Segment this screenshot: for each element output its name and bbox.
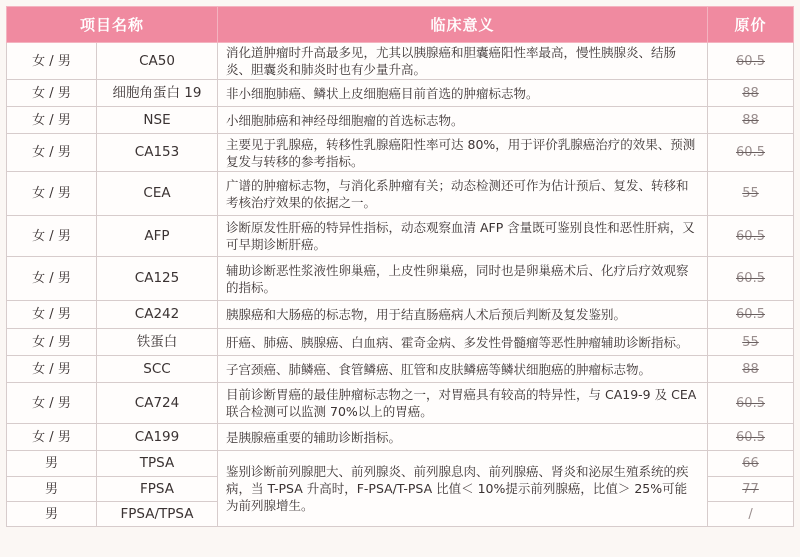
price-cell: 60.5 xyxy=(708,301,794,329)
table-row xyxy=(7,383,794,424)
item-name-cell: 铁蛋白 xyxy=(97,329,218,356)
table-row xyxy=(7,329,794,356)
clinical-meaning-cell: 是胰腺癌重要的辅助诊断指标。 xyxy=(218,424,708,451)
price-cell: 66 xyxy=(708,451,794,477)
item-name-cell: CEA xyxy=(97,172,218,216)
gender-cell: 男 xyxy=(7,502,97,527)
item-name-cell: AFP xyxy=(97,216,218,257)
table-row xyxy=(7,80,794,107)
price-cell: 60.5 xyxy=(708,257,794,301)
clinical-meaning-cell: 子宫颈癌、肺鳞癌、食管鳞癌、肛管和皮肤鳞癌等鳞状细胞癌的肿瘤标志物。 xyxy=(218,356,708,383)
gender-cell: 女 / 男 xyxy=(7,107,97,134)
item-name-cell: CA724 xyxy=(97,383,218,424)
gender-cell: 女 / 男 xyxy=(7,134,97,172)
clinical-meaning-cell: 肝癌、肺癌、胰腺癌、白血病、霍奇金病、多发性骨髓瘤等恶性肿瘤辅助诊断指标。 xyxy=(218,329,708,356)
table-row xyxy=(7,134,794,172)
clinical-meaning-cell-psa: 鉴别诊断前列腺肥大、前列腺炎、前列腺息肉、前列腺癌、肾炎和泌尿生殖系统的疾病，当 T-PSA 升高时，F-PSA/T-PSA 比值＜ 10%提示前列腺癌，比值＞ 25%可能为前列腺增生。 xyxy=(218,451,708,527)
price-cell: 77 xyxy=(708,477,794,502)
price-cell: 88 xyxy=(708,80,794,107)
gender-cell: 女 / 男 xyxy=(7,43,97,80)
item-name-cell: CA199 xyxy=(97,424,218,451)
clinical-meaning-cell: 诊断原发性肝癌的特异性指标，动态观察血清 AFP 含量既可鉴别良性和恶性肝病，又可早期诊断肝癌。 xyxy=(218,216,708,257)
gender-cell: 女 / 男 xyxy=(7,216,97,257)
table-row xyxy=(7,107,794,134)
item-name-cell: TPSA xyxy=(97,451,218,477)
price-cell: 60.5 xyxy=(708,424,794,451)
gender-cell: 女 / 男 xyxy=(7,424,97,451)
item-name-cell: SCC xyxy=(97,356,218,383)
item-name-cell: CA242 xyxy=(97,301,218,329)
price-cell: 60.5 xyxy=(708,216,794,257)
item-name-cell: CA50 xyxy=(97,43,218,80)
clinical-meaning-cell: 非小细胞肺癌、鳞状上皮细胞癌目前首选的肿瘤标志物。 xyxy=(218,80,708,107)
gender-cell: 女 / 男 xyxy=(7,383,97,424)
price-cell: 55 xyxy=(708,172,794,216)
table-row xyxy=(7,216,794,257)
clinical-meaning-cell: 辅助诊断恶性浆液性卵巢癌，上皮性卵巢癌，同时也是卵巢癌术后、化疗后疗效观察的指标。 xyxy=(218,257,708,301)
item-name-cell: CA125 xyxy=(97,257,218,301)
price-cell: 55 xyxy=(708,329,794,356)
gender-cell: 女 / 男 xyxy=(7,80,97,107)
header-item-name: 项目名称 xyxy=(7,7,218,43)
price-cell: 60.5 xyxy=(708,383,794,424)
gender-cell: 女 / 男 xyxy=(7,301,97,329)
clinical-meaning-cell: 目前诊断胃癌的最佳肿瘤标志物之一，对胃癌具有较高的特异性，与 CA19-9 及 CEA 联合检测可以监测 70%以上的胃癌。 xyxy=(218,383,708,424)
table-row xyxy=(7,301,794,329)
clinical-meaning-cell: 胰腺癌和大肠癌的标志物，用于结直肠癌病人术后预后判断及复发鉴别。 xyxy=(218,301,708,329)
table-row xyxy=(7,424,794,451)
table-row xyxy=(7,257,794,301)
price-cell: 88 xyxy=(708,356,794,383)
price-cell: 88 xyxy=(708,107,794,134)
price-cell: 60.5 xyxy=(708,134,794,172)
table-row xyxy=(7,451,794,477)
header-original-price: 原价 xyxy=(708,7,794,43)
item-name-cell: FPSA/TPSA xyxy=(97,502,218,527)
item-name-cell: 细胞角蛋白 19 xyxy=(97,80,218,107)
clinical-meaning-cell: 消化道肿瘤时升高最多见，尤其以胰腺癌和胆囊癌阳性率最高，慢性胰腺炎、结肠炎、胆囊炎和肺炎时也有少量升高。 xyxy=(218,43,708,80)
table-header-row xyxy=(7,7,794,43)
tumor-marker-table xyxy=(6,6,794,527)
table-row xyxy=(7,356,794,383)
table-row xyxy=(7,43,794,80)
gender-cell: 女 / 男 xyxy=(7,172,97,216)
gender-cell: 女 / 男 xyxy=(7,257,97,301)
clinical-meaning-cell: 广谱的肿瘤标志物，与消化系肿瘤有关；动态检测还可作为估计预后、复发、转移和考核治疗效果的依据之一。 xyxy=(218,172,708,216)
clinical-meaning-cell: 小细胞肺癌和神经母细胞瘤的首选标志物。 xyxy=(218,107,708,134)
gender-cell: 男 xyxy=(7,451,97,477)
item-name-cell: NSE xyxy=(97,107,218,134)
table-row xyxy=(7,172,794,216)
price-cell: 60.5 xyxy=(708,43,794,80)
price-cell: / xyxy=(708,502,794,527)
item-name-cell: FPSA xyxy=(97,477,218,502)
gender-cell: 女 / 男 xyxy=(7,356,97,383)
gender-cell: 男 xyxy=(7,477,97,502)
header-clinical-meaning: 临床意义 xyxy=(218,7,708,43)
clinical-meaning-cell: 主要见于乳腺癌，转移性乳腺癌阳性率可达 80%，用于评价乳腺癌治疗的效果、预测复发与转移的参考指标。 xyxy=(218,134,708,172)
item-name-cell: CA153 xyxy=(97,134,218,172)
gender-cell: 女 / 男 xyxy=(7,329,97,356)
